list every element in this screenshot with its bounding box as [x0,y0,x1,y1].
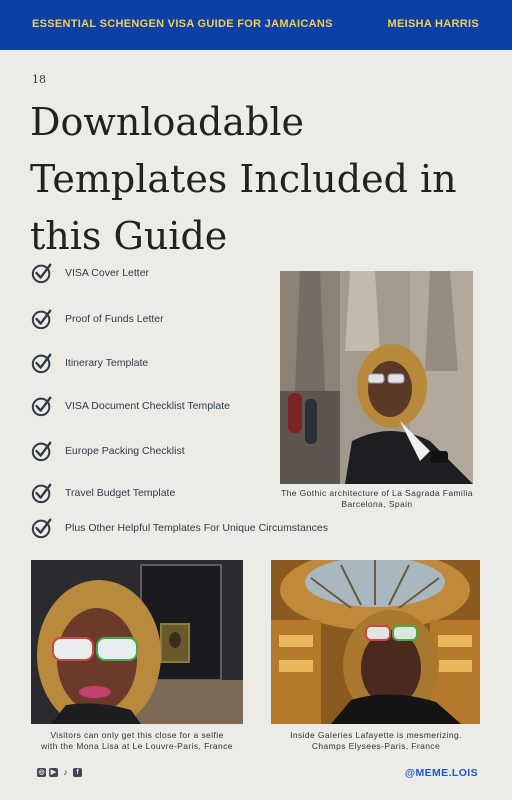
sagrada-familia-photo [280,271,473,484]
checklist-item-label: VISA Document Checklist Template [65,400,230,412]
facebook-icon[interactable]: f [73,768,82,777]
check-circle-icon [31,440,53,462]
mona-lisa-caption [30,730,244,752]
social-icons [37,768,82,777]
guide-title: ESSENTIAL SCHENGEN VISA GUIDE FOR JAMAICANS [32,18,333,30]
checklist-item-label: Plus Other Helpful Templates For Unique Circumstances [65,522,328,534]
check-circle-icon [31,395,53,417]
check-circle-icon [31,352,53,374]
caption-line: Barcelona, Spain [341,499,413,509]
checklist-item [31,262,149,284]
checklist-item [31,517,328,539]
author-name: MEISHA HARRIS [387,18,479,30]
checklist-item-label: Proof of Funds Letter [65,313,164,325]
page-title: Downloadable Templates Included in this Guide [30,100,457,258]
checklist-item [31,482,175,504]
checklist-item [31,440,185,462]
caption-line: The Gothic architecture of La Sagrada Familia [281,488,473,498]
top-banner [0,0,512,50]
youtube-icon[interactable]: ▶ [50,769,57,776]
check-circle-icon [31,308,53,330]
caption-line: Inside Galeries Lafayette is mesmerizing. [290,730,462,740]
checklist-item [31,352,148,374]
checklist-item-label: Itinerary Template [65,357,149,369]
check-circle-icon [31,482,53,504]
galeries-lafayette-caption [268,730,484,752]
social-handle[interactable]: @MEME.LOIS [404,767,478,779]
checklist-item-label: VISA Cover Letter [65,267,150,279]
checklist-item-label: Travel Budget Template [65,487,176,499]
sagrada-familia-caption [258,488,496,510]
caption-line: with the Mona Lisa at Le Louvre-Paris, France [41,741,233,751]
caption-line: Visitors can only get this close for a selfie [50,730,224,740]
page-number: 18 [32,73,46,86]
checklist-item [31,308,164,330]
galeries-lafayette-photo [271,560,480,724]
checklist-item-label: Europe Packing Checklist [65,445,185,457]
mona-lisa-selfie-photo [31,560,243,724]
check-circle-icon [31,262,53,284]
checklist-item [31,395,230,417]
caption-line: Champs Elysees-Paris, France [311,741,441,751]
tiktok-icon[interactable]: ♪ [63,767,68,777]
check-circle-icon [31,517,53,539]
instagram-icon[interactable]: ◎ [38,769,45,776]
